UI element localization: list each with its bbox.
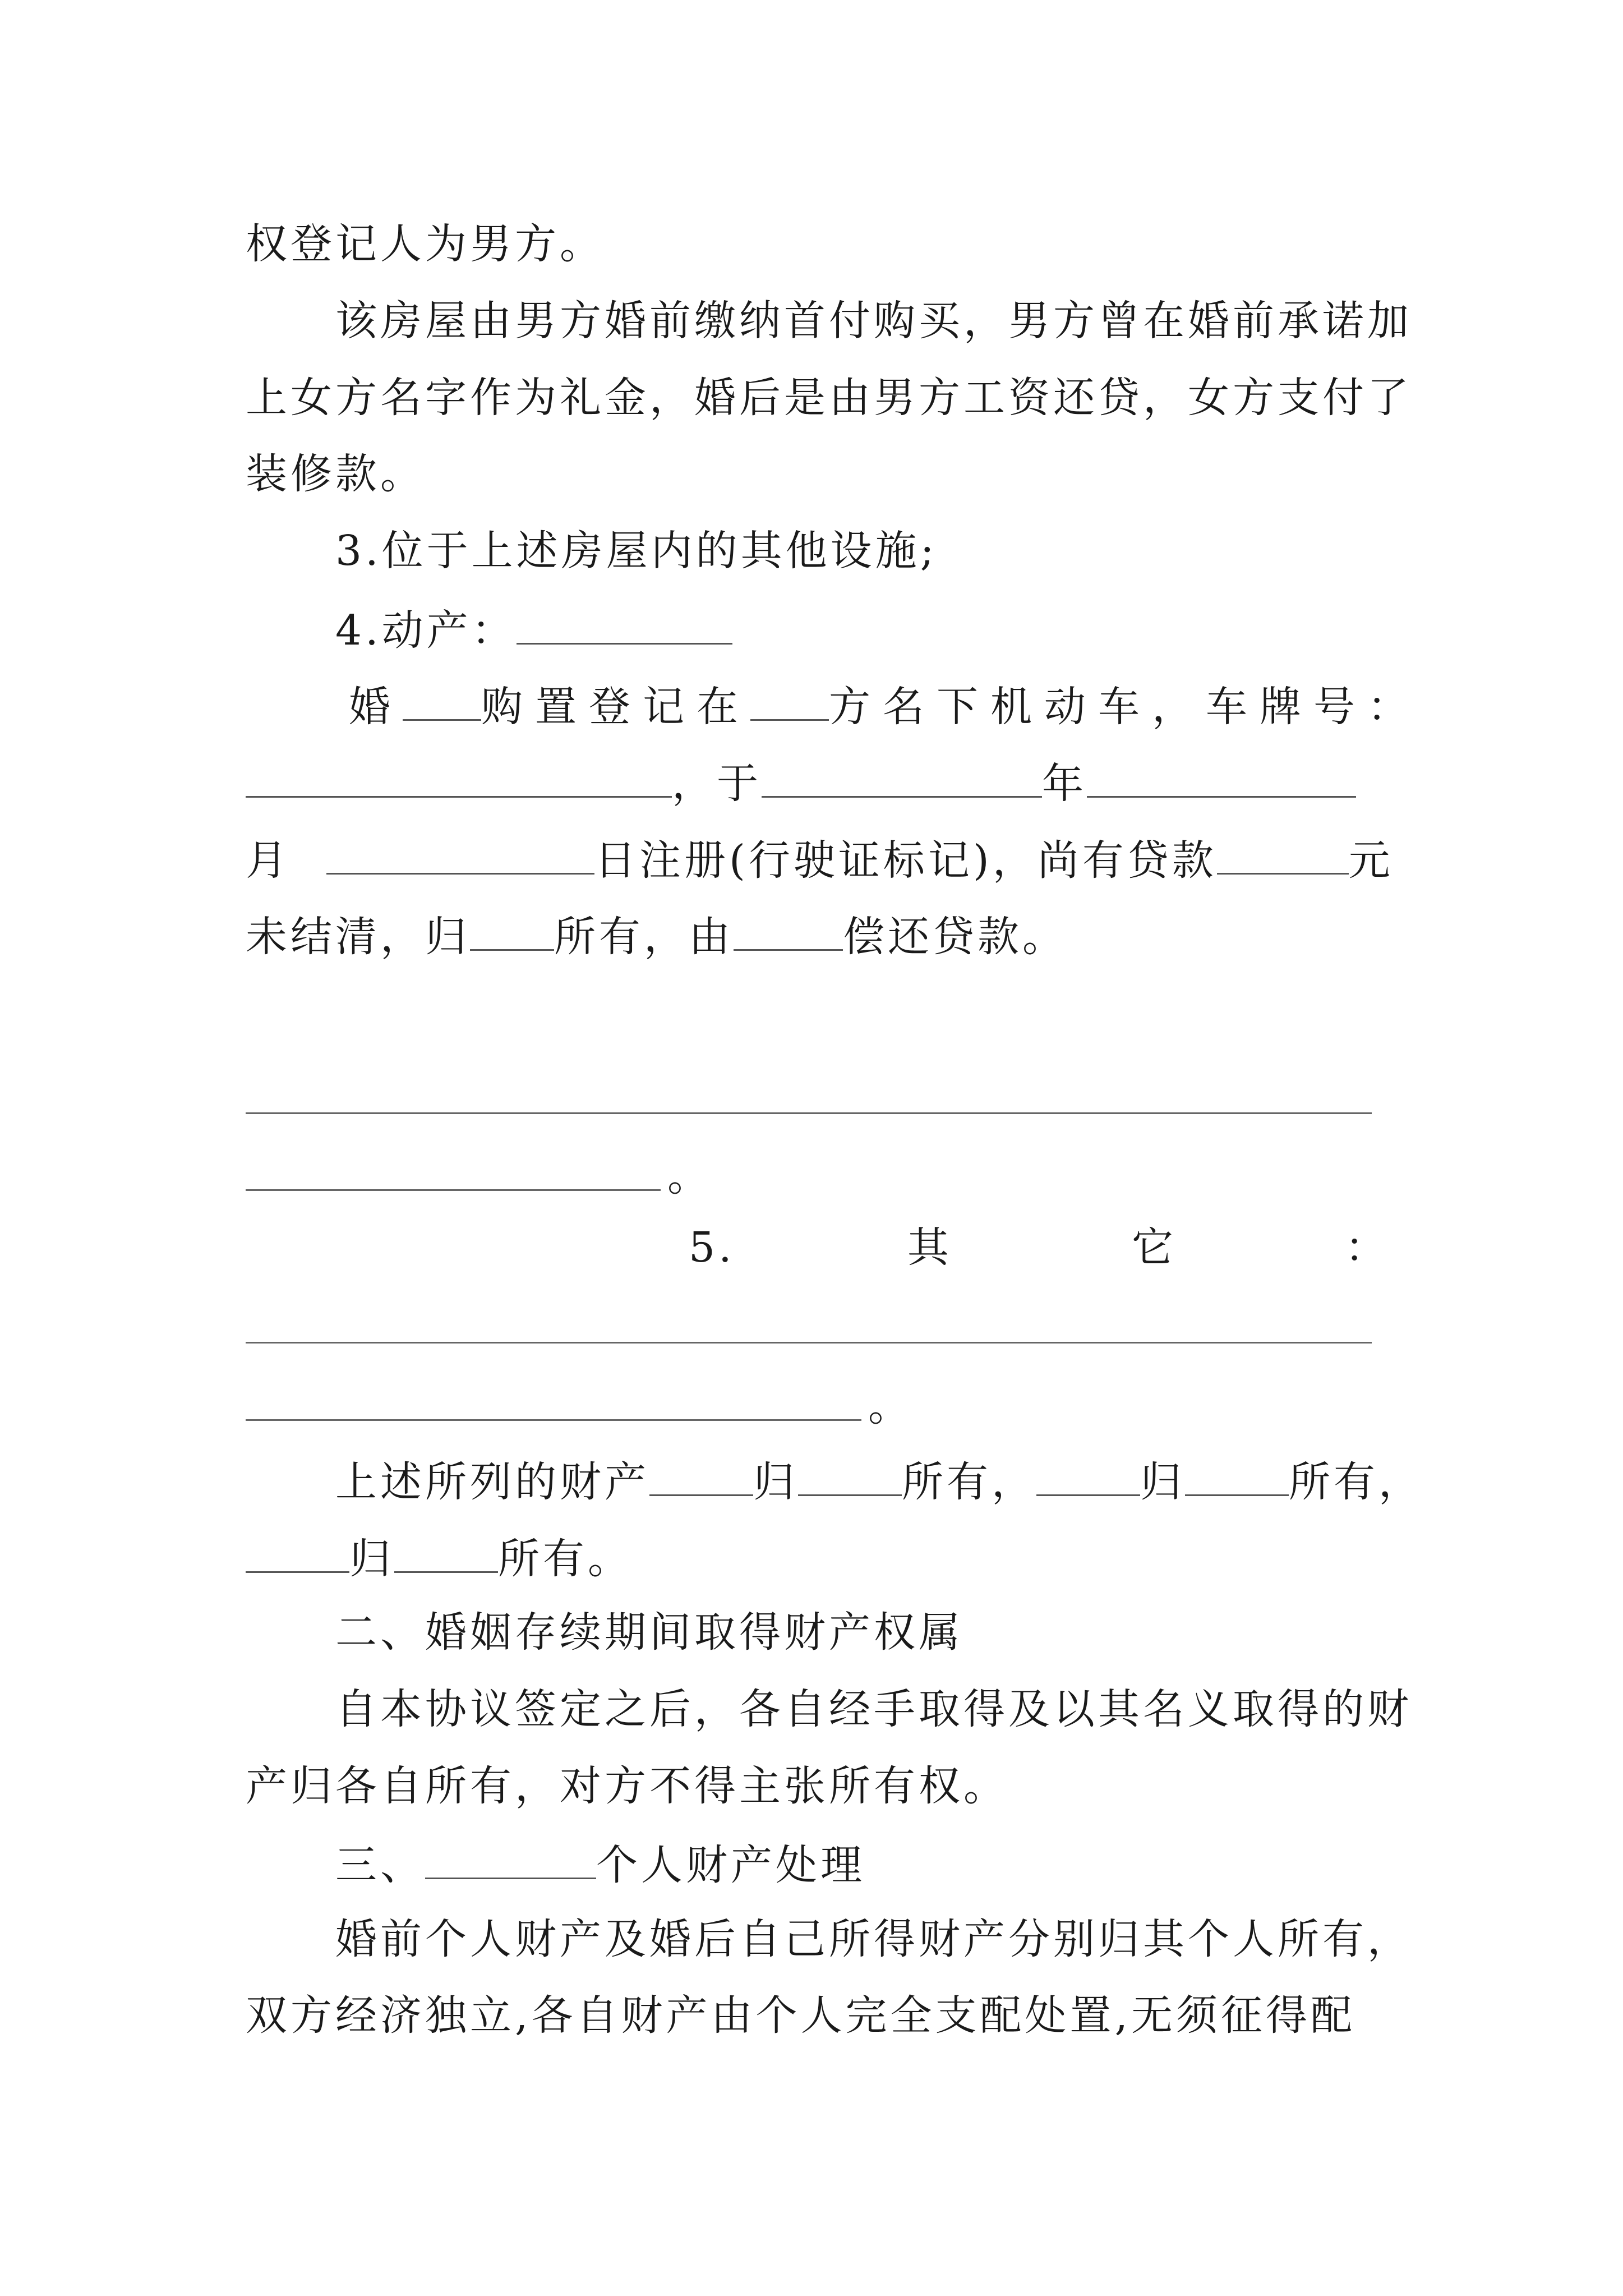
text-fragment: 年: [1042, 760, 1087, 808]
text-fragment: 所有，: [1289, 1458, 1423, 1506]
blank-field: [1087, 760, 1356, 798]
text-fragment: 归: [1140, 1458, 1185, 1506]
section-heading: 二、婚姻存续期间取得财产权属: [335, 1608, 963, 1657]
text-fragment: 。: [868, 1382, 913, 1430]
blank-field: [734, 913, 843, 951]
text-line: [349, 683, 1421, 731]
list-item-3: 3.位于上述房屋内的其他设施;: [335, 527, 938, 575]
text-line: 产归各自所有，对方不得主张所有权。: [246, 1762, 1008, 1810]
text-fragment: 购置登记在: [481, 683, 750, 731]
list-item-4: [335, 606, 732, 655]
section-heading: [335, 1841, 865, 1889]
blank-field: [798, 1458, 902, 1496]
text-fragment: 。: [667, 1152, 712, 1200]
text-fragment: 所有。: [498, 1535, 633, 1583]
blank-field: [403, 683, 481, 721]
blank-field: [246, 1535, 349, 1573]
item4-label: 4.动产：: [335, 606, 517, 655]
text-line: [246, 1535, 633, 1583]
blank-field: [470, 913, 554, 951]
blank-field: [394, 1535, 498, 1573]
text-fragment: 元: [1348, 836, 1394, 885]
blank-line: [246, 1112, 1372, 1114]
text-fragment: 月: [246, 836, 291, 885]
blank-field: [246, 760, 672, 798]
text-fragment: 婚: [349, 683, 403, 731]
text-fragment: ：: [1345, 1223, 1390, 1272]
text-line: 装修款。: [246, 450, 425, 498]
text-line: [246, 913, 1067, 961]
text-fragment: 所有，: [902, 1458, 1036, 1506]
text-line: 上女方名字作为礼金，婚后是由男方工资还贷，女方支付了: [246, 374, 1412, 422]
text-fragment: ，于: [672, 760, 762, 808]
blank-line: [246, 1342, 1372, 1343]
text-fragment: 日注册(行驶证标记)，尚有贷款: [594, 836, 1217, 885]
blank-field: [425, 1842, 596, 1879]
blank-field: [649, 1458, 753, 1496]
blank-field: [762, 760, 1042, 798]
text-fragment: 个人财产处理: [596, 1841, 865, 1889]
blank-field: [1036, 1458, 1140, 1496]
blank-field: [1217, 837, 1349, 875]
text-fragment: 方名下机动车，车牌号：: [829, 683, 1421, 731]
blank-field: [750, 683, 829, 721]
text-line: [246, 760, 1356, 808]
text-fragment: 上述所列的财产: [335, 1458, 649, 1506]
text-fragment: 偿还贷款。: [843, 913, 1067, 961]
text-fragment: 三、: [335, 1841, 425, 1889]
blank-field: [1185, 1458, 1289, 1496]
text-line: 该房屋由男方婚前缴纳首付购买，男方曾在婚前承诺加: [335, 297, 1412, 345]
text-fragment: 归: [753, 1458, 798, 1506]
text-line: [246, 836, 1394, 885]
text-line: 自本协议签定之后，各自经手取得及以其名义取得的财: [335, 1685, 1412, 1733]
blank-line: [246, 1189, 661, 1191]
text-line: 双方经济独立,各自财产由个人完全支配处置,无须征得配: [246, 1991, 1356, 2040]
blank-field: [326, 837, 594, 875]
blank-field: [517, 607, 732, 645]
text-fragment: 所有，由: [554, 913, 734, 961]
text-fragment: 它: [1132, 1223, 1177, 1272]
text-line: [335, 1458, 1423, 1506]
text-fragment: 未结清，归: [246, 913, 470, 961]
text-fragment: 归: [349, 1535, 394, 1583]
text-line: 婚前个人财产及婚后自己所得财产分别归其个人所有，: [335, 1915, 1412, 1963]
blank-line: [246, 1419, 861, 1421]
text-line: 权登记人为男方。: [246, 220, 605, 268]
text-fragment: 其: [907, 1223, 952, 1272]
item5-number: 5.: [689, 1223, 735, 1272]
